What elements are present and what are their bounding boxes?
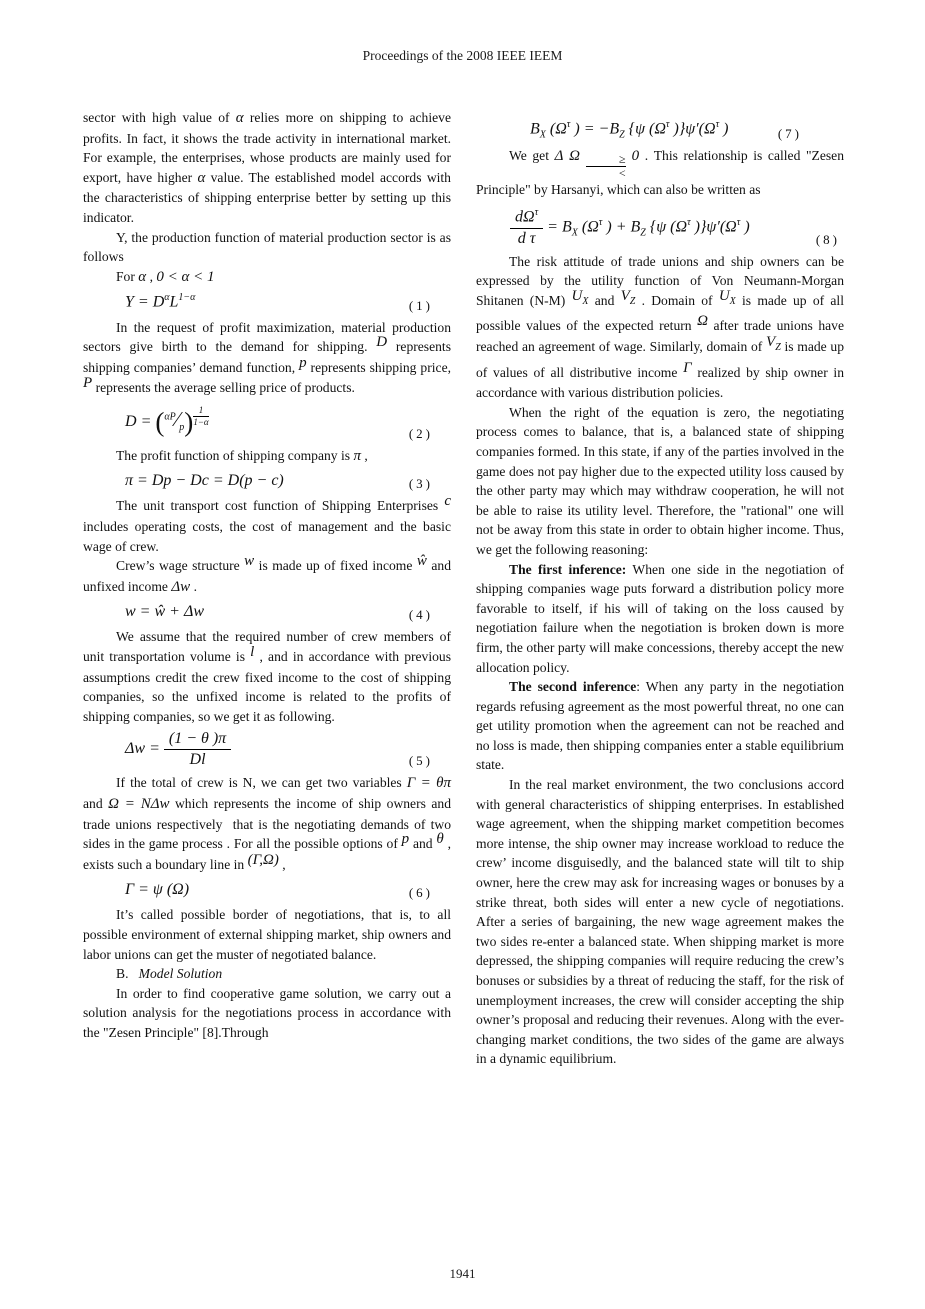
equation-number: (4) (408, 607, 433, 623)
equation-formula: $D = (^{\alpha P}⁄_p)$ $\frac{1}{1-\alpha}$ (125, 405, 209, 438)
body-paragraph: We get Δ Ω ≥ < 0 . This relationship is called "Zesen Principle" by Harsanyi, which can also be written as (476, 147, 844, 197)
equation-number: (6) (408, 885, 433, 901)
body-paragraph: In the real market environment, the two conclusions accord with general characteristics of shipping enterprises. In established wage agreement, when the shipping market competition becomes more intense, the ship owner may increase workload to reduce the crew’ income disguisedly, and the balanced state will tilt to ship owner, here the crew may ask for increasing wages or bonuses by a strike threat, both sides will enter a new cycle of negotiations. After a series of bargaining, the new wage agreement makes the two sides re-enter a balanced state. When shipping market is more depressed, the shipping companies will require reducing the crew’s bonuses or subsidies by a threat of reducing the staff, for the risk of unemployment increases, the crew will consider accepting the ship owner’s proposal and reducing their revenues. Along with the ever-changing market conditions, the two sides of the game are always in a dynamic equilibrium. (476, 777, 844, 1067)
equation-8 (476, 207, 844, 248)
equation-number: (5) (408, 753, 433, 769)
body-paragraph: If the total of crew is N, we can get two variables Γ = θπ and Ω = NΔw which represents the income of ship owners and trade unions respectively that is the negotiating demands of two sides in the game process . For all the possible options of p and θ , exists such a boundary line in (Γ,Ω) , (83, 775, 452, 872)
page-number: 1941 (449, 1266, 476, 1281)
equation-formula: Γ = ψ (Ω) (125, 881, 190, 899)
equation-7 (476, 111, 844, 143)
equation-formula: Δw = $\frac{(1 - \theta )\pi}{Dl}$ (83, 729, 231, 770)
equation-6 (83, 878, 451, 902)
equation-number: (2) (408, 425, 433, 441)
body-paragraph: When the right of the equation is zero, the negotiating process comes to balance, that is, a balanced state of shipping companies formed. In this state, if any of the parties involved in the game does not pay higher due to the expected utility loss caused by the other party may which may withdraw cooperation, he will not be able to raise its utility level. Therefore, the "rational" one will not be away from this state in order to obtain higher income. Thus, we get the following reasoning: (476, 404, 844, 557)
body-paragraph: We assume that the required number of crew members of unit transportation volume is l , and in accordance with previous assumptions credit the crew fixed income to the cost of shipping companies, so the unfixed income is related to the profits of shipping companies, so we get it as following. (83, 629, 452, 724)
page-header: Proceedings of the 2008 IEEE IEEM (362, 48, 563, 63)
body-paragraph: The first inference: When one side in the negotiation of shipping companies wage puts forward a distribution policy more favorable to itself, if his will of taking on the loss caused by negotiation failure when the negotiation is broken down is more firm, the other party will make concessions, thereby accept the new allocation policy. (476, 561, 844, 675)
body-paragraph: The risk attitude of trade unions and ship owners can be expressed by the utility function of Von Neumann-Morgan Shitanen (N-M) $U_X$ and $V_Z$ . Domain of $U_X$ is made up of all possible values of the expected return Ω after trade unions have reached an agreement of wage. Similarly, domain of $V_Z$ is made up of values of all distributive income Γ realized by ship owner in accordance with various distribution policies. (476, 253, 845, 401)
body-paragraph: It’s called possible border of negotiations, that is, to all possible environment of external shipping market, ship owners and labor unions can get the muster of negotiated balance. (83, 907, 451, 962)
body-paragraph: Crew’s wage structure w is made up of fixed income ŵ and unfixed income Δw . (83, 553, 451, 595)
left-column (83, 108, 451, 1043)
equation-number: (7) (777, 125, 802, 141)
equation-2 (83, 402, 451, 443)
section-heading-model-solution: B. Model Solution (116, 966, 223, 982)
equation-1 (83, 290, 451, 314)
equation-formula: $B_X$ ($\Omega^\tau$ ) = $-B_Z$ {ψ ($\Omega^\tau$ )}$\psi'(\Omega^\tau$ ) (530, 119, 729, 141)
equation-formula: $\frac{d\Omega^\tau}{\text{d τ}}$ = $B_X$ ($\Omega^\tau$ ) + $B_Z$ {ψ ($\Omega^\tau$ )}$\psi'(\Omega^\tau$ ) (476, 207, 750, 248)
equation-5 (83, 729, 451, 770)
body-paragraph: In the request of profit maximization, material production sectors give birth to the demand for shipping. D represents shipping companies’ demand function, p represents shipping price, P represents the average selling price of products. (83, 319, 451, 396)
body-paragraph: The profit function of shipping company is π , (116, 447, 368, 464)
equation-number: (8) (815, 231, 840, 247)
body-paragraph: The second inference: When any party in the negotiation regards refusing agreement as the most powerful threat, no one can get utility promotion when the agreement can not be reached and no loss is made, then shipping companies enter a stable equilibrium state. (476, 679, 844, 773)
body-paragraph: In order to find cooperative game solution, we carry out a solution analysis for the negotiations process in accordance with the "Zesen Principle" [8].Through (83, 985, 451, 1040)
equation-3 (83, 469, 451, 493)
right-column (476, 108, 844, 1069)
equation-4 (83, 600, 451, 624)
equation-number: (3) (408, 476, 433, 492)
body-paragraph: sector with high value of α relies more on shipping to achieve profits. In fact, it shows the trade activity in international market. For example, the enterprises, whose products are mainly used for export, have higher α value. The established model accords with the characteristics of shipping enterprise better by setting up this indicator. (83, 110, 451, 225)
body-paragraph: For α , 0 < α < 1 (116, 268, 215, 285)
body-paragraph: The unit transport cost function of Shipping Enterprises c includes operating costs, the cost of management and the basic wage of crew. (83, 493, 451, 554)
equation-formula: w = ŵ + Δw (125, 603, 204, 621)
equation-number: (1) (408, 297, 433, 313)
equation-formula: $Y = D^\alpha L^{1-\alpha}$ (125, 292, 196, 311)
equation-formula: π = Dp − Dc = D(p − c) (125, 472, 284, 490)
body-paragraph: Y, the production function of material production sector is as follows (83, 229, 451, 265)
